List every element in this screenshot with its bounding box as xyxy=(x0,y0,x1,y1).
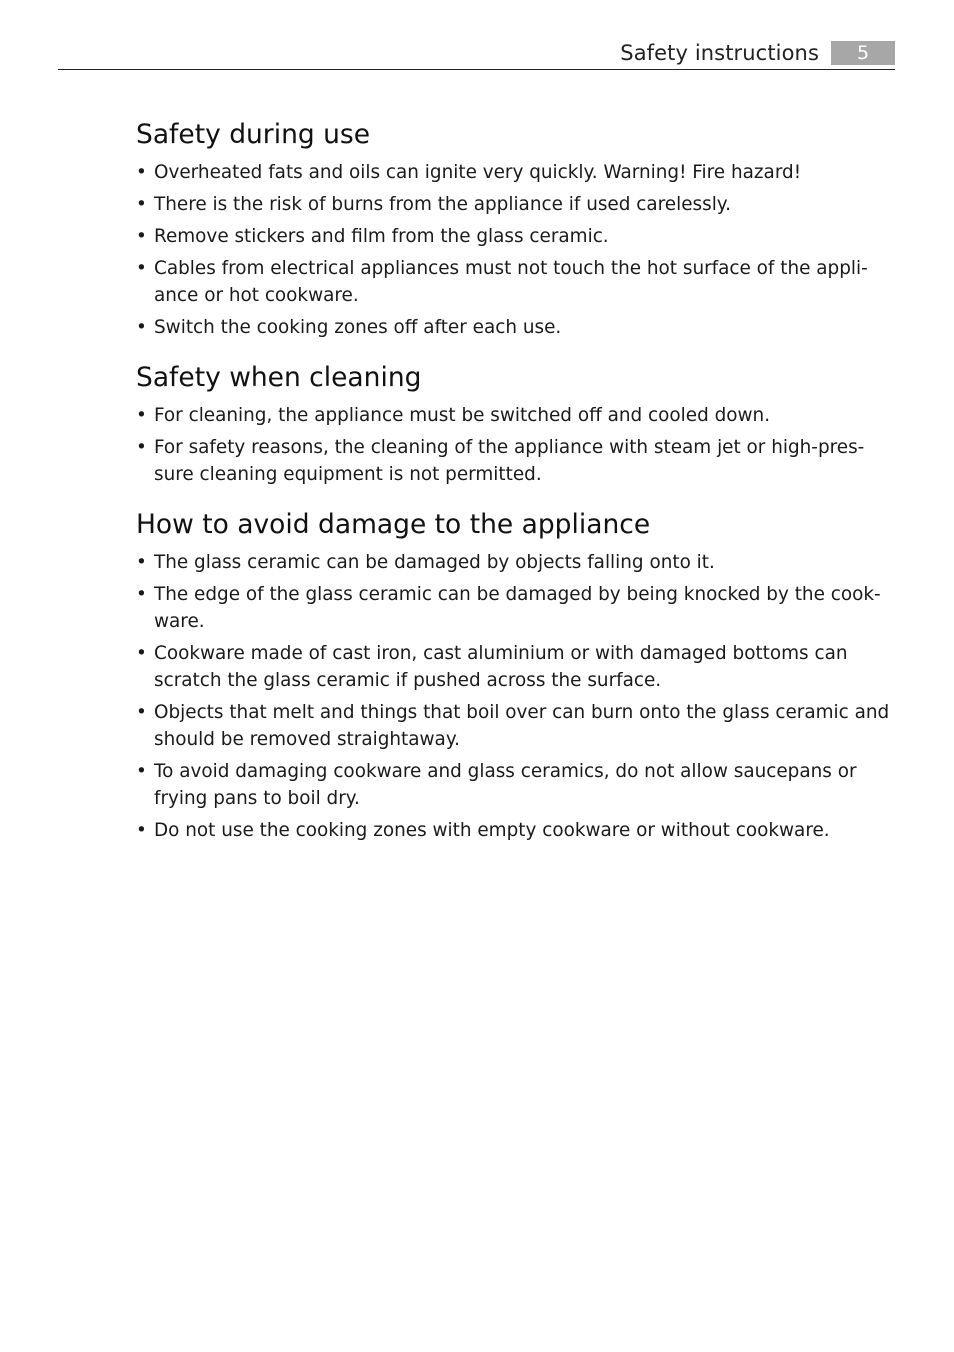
list-item-text: The glass ceramic can be damaged by objects falling onto it. xyxy=(154,552,715,573)
list-item-text: To avoid damaging cookware and glass ceramics, do not allow saucepans or frying pans to boil dry. xyxy=(154,761,857,809)
list-item-text: For cleaning, the appliance must be switched off and cooled down. xyxy=(154,405,771,426)
bullet-icon: • xyxy=(136,194,147,215)
bullet-icon: • xyxy=(136,258,147,279)
section-heading: Safety during use xyxy=(136,119,371,150)
bullet-icon: • xyxy=(136,162,147,183)
bullet-icon: • xyxy=(136,317,147,338)
list-item xyxy=(136,640,896,694)
bullet-icon: • xyxy=(136,584,147,605)
list-item xyxy=(136,314,896,341)
section-safety-when-cleaning xyxy=(136,361,896,488)
bullet-icon: • xyxy=(136,437,147,458)
list-item-text: Cables from electrical appliances must not touch the hot surface of the appliance or hot cookware. xyxy=(154,258,868,306)
list-item xyxy=(136,402,896,429)
list-item xyxy=(136,191,896,218)
page-content xyxy=(136,118,896,864)
bullet-list xyxy=(136,402,896,488)
bullet-icon: • xyxy=(136,405,147,426)
list-item xyxy=(136,434,896,488)
list-item xyxy=(136,581,896,635)
list-item xyxy=(136,699,896,753)
list-item xyxy=(136,223,896,250)
list-item xyxy=(136,549,896,576)
header-title: Safety instructions xyxy=(620,41,819,65)
bullet-icon: • xyxy=(136,702,147,723)
list-item-text: There is the risk of burns from the appliance if used carelessly. xyxy=(154,194,731,215)
bullet-icon: • xyxy=(136,226,147,247)
section-heading: How to avoid damage to the appliance xyxy=(136,509,651,540)
list-item-text: Cookware made of cast iron, cast aluminium or with damaged bottoms can scratch the glass ceramic if pushed across the surface. xyxy=(154,643,848,691)
list-item-text: Remove stickers and film from the glass ceramic. xyxy=(154,226,609,247)
list-item-text: The edge of the glass ceramic can be damaged by being knocked by the cookware. xyxy=(154,584,881,632)
list-item-text: For safety reasons, the cleaning of the appliance with steam jet or high-pressure cleaning equipment is not permitted. xyxy=(154,437,865,485)
list-item-text: Do not use the cooking zones with empty cookware or without cookware. xyxy=(154,820,830,841)
bullet-icon: • xyxy=(136,552,147,573)
bullet-icon: • xyxy=(136,643,147,664)
section-heading: Safety when cleaning xyxy=(136,362,422,393)
page-header xyxy=(58,38,895,70)
list-item-text: Objects that melt and things that boil over can burn onto the glass ceramic and should be removed straightaway. xyxy=(154,702,890,750)
list-item-text: Switch the cooking zones off after each use. xyxy=(154,317,562,338)
list-item xyxy=(136,817,896,844)
bullet-icon: • xyxy=(136,761,147,782)
bullet-list xyxy=(136,159,896,341)
section-safety-during-use xyxy=(136,118,896,341)
list-item-text: Overheated fats and oils can ignite very quickly. Warning! Fire hazard! xyxy=(154,162,802,183)
list-item xyxy=(136,758,896,812)
section-avoid-damage xyxy=(136,508,896,844)
bullet-icon: • xyxy=(136,820,147,841)
list-item xyxy=(136,255,896,309)
bullet-list xyxy=(136,549,896,844)
page-number: 5 xyxy=(831,41,895,65)
list-item xyxy=(136,159,896,186)
